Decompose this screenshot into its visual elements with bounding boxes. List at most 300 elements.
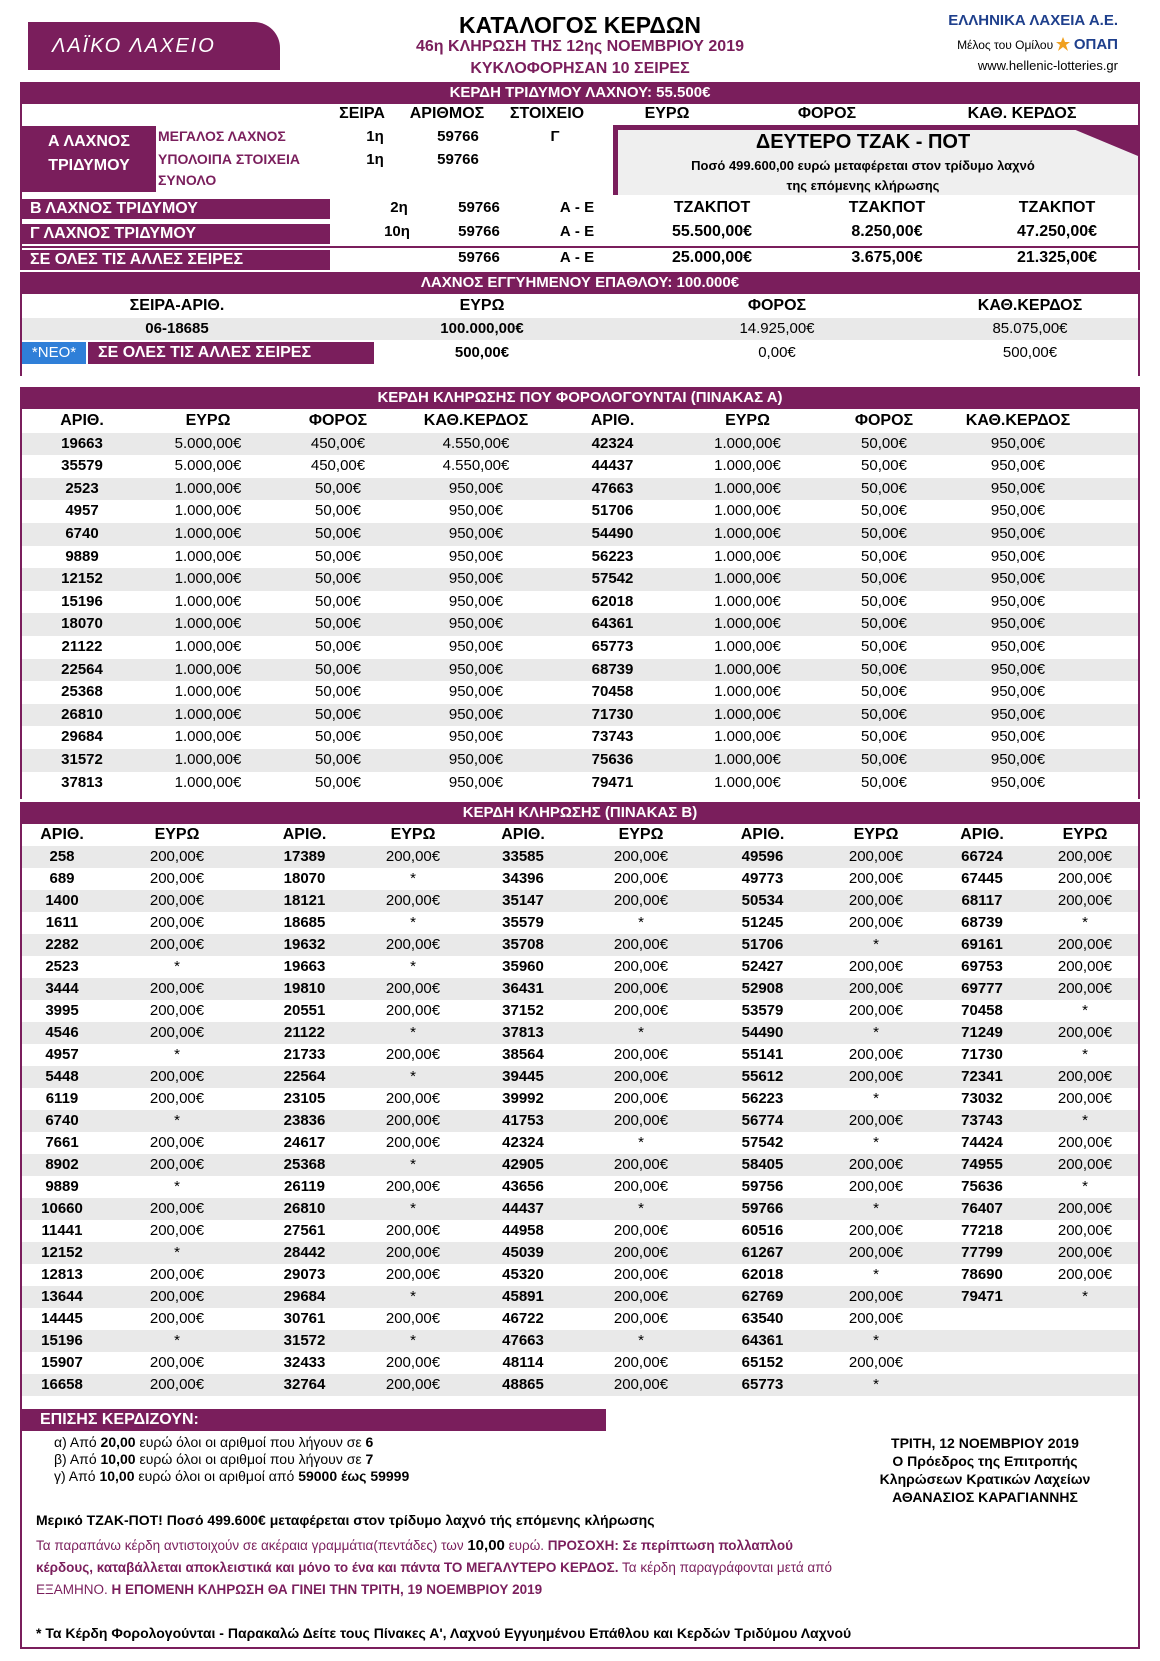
table-cell: 950,00€ [990, 434, 1046, 452]
table-cell: 42324 [591, 434, 634, 452]
table-cell: 1400 [45, 892, 79, 909]
table-cell: 200,00€ [149, 1310, 205, 1327]
row-other-series [22, 249, 1138, 271]
table-cell: 950,00€ [448, 570, 504, 588]
table-cell: 57542 [741, 1134, 784, 1151]
table-cell: 950,00€ [448, 637, 504, 655]
table-row [22, 681, 1138, 704]
sign-role2: Κληρώσεων Κρατικών Λαχείων [879, 1471, 1091, 1487]
table-row [22, 846, 1138, 868]
rules-1c: ευρώ. [504, 1538, 548, 1553]
table-cell: 200,00€ [613, 1090, 669, 1107]
table-row [22, 1044, 1138, 1066]
triple-bar: ΚΕΡΔΗ ΤΡΙΔΥΜΟΥ ΛΑΧΝΟΥ: 55.500€ [20, 82, 1140, 104]
table-b-header: ΑΡΙΘ. [282, 826, 327, 843]
table-cell: 1.000,00€ [714, 547, 781, 565]
jackpot-text-2: της επόμενης κλήρωσης [786, 178, 940, 193]
table-cell: 27561 [283, 1222, 326, 1239]
table-cell: 3444 [45, 980, 79, 997]
table-cell: 1.000,00€ [174, 479, 242, 497]
a-lot-tail [22, 186, 156, 192]
table-cell: * [174, 1332, 180, 1349]
table-cell: 50,00€ [861, 773, 907, 791]
table-cell: 950,00€ [990, 683, 1046, 701]
rules-1d: ΠΡΟΣΟΧΗ: Σε περίπτωση πολλαπλού [547, 1538, 793, 1553]
table-cell: 41753 [502, 1112, 544, 1129]
table-cell: 1.000,00€ [714, 750, 781, 768]
a-lot-line1: Α ΛΑΧΝΟΣ [48, 133, 130, 150]
table-b-bar: ΚΕΡΔΗ ΚΛΗΡΩΣΗΣ (ΠΙΝΑΚΑΣ Β) [20, 802, 1140, 824]
table-cell: 50,00€ [315, 637, 361, 655]
table-cell: 200,00€ [149, 936, 205, 953]
a1-element: Γ [550, 128, 560, 145]
table-cell: 950,00€ [448, 660, 504, 678]
table-cell: 200,00€ [385, 1266, 441, 1283]
table-cell: 22564 [61, 660, 103, 678]
table-cell: 950,00€ [448, 683, 504, 701]
table-cell: 200,00€ [1057, 1134, 1113, 1151]
also-win-list [54, 1434, 409, 1485]
table-cell: 200,00€ [1057, 958, 1113, 975]
table-b [22, 824, 1138, 1396]
table-cell: 44958 [502, 1222, 544, 1239]
hdr-tax: ΦΟΡΟΣ [797, 105, 857, 122]
table-cell: 200,00€ [848, 1354, 904, 1371]
table-cell: 200,00€ [1057, 936, 1113, 953]
table-cell: 1.000,00€ [174, 705, 242, 723]
table-row [22, 1088, 1138, 1110]
table-a-header: ΚΑΘ.ΚΕΡΔΟΣ [965, 412, 1071, 429]
g-other-euro: 500,00€ [454, 344, 510, 361]
row-other-tax: 3.675,00€ [851, 249, 923, 266]
table-b-header: ΕΥΡΩ [1062, 826, 1108, 843]
total-label: ΣΥΝΟΛΟ [158, 172, 217, 188]
rules-2b: Τα κέρδη παραγράφονται μετά από [618, 1560, 833, 1575]
table-cell: 200,00€ [1057, 1200, 1113, 1217]
table-cell: 200,00€ [848, 1178, 904, 1195]
table-cell: 50,00€ [861, 615, 907, 633]
table-cell: 33585 [502, 848, 544, 865]
table-a-bar: ΚΕΡΔΗ ΚΛΗΡΩΣΗΣ ΠΟΥ ΦΟΡΟΛΟΓΟΥΝΤΑΙ (ΠΙΝΑΚΑΣ Α) [20, 387, 1140, 409]
table-cell: 200,00€ [385, 892, 441, 909]
table-cell: 49773 [741, 870, 784, 887]
table-cell: 13644 [41, 1288, 83, 1305]
table-cell: 77799 [961, 1244, 1003, 1261]
table-cell: 78690 [961, 1266, 1003, 1283]
table-cell: 66724 [961, 848, 1003, 865]
table-cell: 1.000,00€ [174, 660, 242, 678]
table-cell: 52427 [741, 958, 784, 975]
table-cell: 200,00€ [149, 1266, 205, 1283]
table-cell: 14445 [41, 1310, 83, 1327]
table-row [22, 546, 1138, 569]
table-cell: 1.000,00€ [714, 683, 781, 701]
row-other-label: ΣΕ ΟΛΕΣ ΤΙΣ ΑΛΛΕΣ ΣΕΙΡΕΣ [22, 250, 330, 270]
table-cell: 200,00€ [613, 1266, 669, 1283]
table-cell: 18070 [283, 870, 326, 887]
sign-name: ΑΘΑΝΑΣΙΟΣ ΚΑΡΑΓΙΑΝΝΗΣ [892, 1489, 1078, 1505]
table-cell: 200,00€ [149, 1156, 205, 1173]
table-cell: 950,00€ [448, 547, 504, 565]
table-cell: 4.550,00€ [442, 457, 510, 475]
a-lot-line2: ΤΡΙΔΥΜΟΥ [48, 157, 130, 174]
table-cell: * [410, 1156, 416, 1173]
table-cell: 200,00€ [848, 1068, 904, 1085]
table-cell: 12813 [41, 1266, 83, 1283]
table-cell: 50,00€ [861, 457, 907, 475]
table-cell: 50,00€ [315, 750, 361, 768]
table-cell: 50,00€ [861, 750, 907, 768]
table-cell: 54490 [591, 524, 634, 542]
table-cell: 11441 [41, 1222, 83, 1239]
table-cell: * [174, 1178, 180, 1195]
table-row [22, 772, 1138, 795]
table-cell: 74955 [961, 1156, 1003, 1173]
also-win-item [54, 1468, 409, 1485]
table-row [22, 1066, 1138, 1088]
table-cell: 69753 [961, 958, 1003, 975]
table-row [22, 568, 1138, 591]
member-text: Μέλος του Ομίλου [957, 38, 1054, 52]
table-cell: 200,00€ [848, 980, 904, 997]
table-row [22, 1330, 1138, 1352]
a1-number: 59766 [437, 128, 479, 145]
table-cell: 44437 [502, 1200, 544, 1217]
table-row [22, 1264, 1138, 1286]
table-cell: 28442 [283, 1244, 326, 1261]
table-cell: 950,00€ [990, 728, 1046, 746]
table-cell: 200,00€ [613, 1310, 669, 1327]
table-cell: 950,00€ [448, 615, 504, 633]
g-euro: 100.000,00€ [440, 320, 524, 337]
opap-star-icon [1056, 37, 1070, 51]
table-cell: 21122 [284, 1024, 325, 1041]
table-cell: 50,00€ [315, 660, 361, 678]
table-cell: 200,00€ [848, 1112, 904, 1129]
also-end: 59000 έως 59999 [298, 1468, 410, 1484]
series-info: ΚΥΚΛΟΦΟΡΗΣΑΝ 10 ΣΕΙΡΕΣ [470, 60, 690, 77]
table-cell: 200,00€ [149, 848, 205, 865]
brand-name: ΕΛΛΗΝΙΚΑ ΛΑΧΕΙΑ Α.Ε. [948, 12, 1118, 29]
table-cell: 61267 [741, 1244, 784, 1261]
row-other-number: 59766 [458, 249, 500, 266]
rules-3b: Η ΕΠΟΜΕΝΗ ΚΛΗΡΩΣΗ ΘΑ ΓΙΝΕΙ ΤΗΝ ΤΡΙΤΗ, 19 ΝΟΕΜΒΡΙΟΥ 2019 [111, 1582, 543, 1597]
table-cell: 73743 [591, 728, 634, 746]
table-cell: 70458 [961, 1002, 1003, 1019]
g-other-net: 500,00€ [1002, 344, 1058, 361]
table-a-header: ΕΥΡΩ [185, 412, 231, 429]
a2-series: 1η [366, 151, 384, 168]
g-hdr-euro: ΕΥΡΩ [459, 297, 505, 314]
table-cell: 950,00€ [448, 750, 504, 768]
table-cell: 30761 [283, 1310, 326, 1327]
table-cell: 200,00€ [385, 1376, 441, 1393]
table-cell: * [410, 1332, 416, 1349]
table-cell: 29073 [283, 1266, 326, 1283]
table-cell: 48865 [502, 1376, 544, 1393]
table-row [22, 455, 1138, 478]
table-cell: 1.000,00€ [714, 457, 781, 475]
table-cell: 35579 [502, 914, 544, 931]
table-cell: 57542 [591, 570, 634, 588]
table-cell: 25368 [61, 683, 103, 701]
table-cell: 50,00€ [861, 637, 907, 655]
table-cell: 15196 [41, 1332, 83, 1349]
table-cell: * [638, 1332, 644, 1349]
table-cell: 200,00€ [613, 1222, 669, 1239]
table-cell: 50534 [741, 892, 784, 909]
table-cell: 200,00€ [848, 914, 904, 931]
table-cell: 21122 [61, 637, 103, 655]
table-cell [932, 1330, 1032, 1352]
table-cell: 950,00€ [990, 479, 1046, 497]
table-cell: 50,00€ [315, 615, 361, 633]
table-cell: 37813 [61, 773, 103, 791]
table-b-header-row [22, 824, 1138, 846]
table-cell: 23105 [283, 1090, 326, 1107]
also-win-item [54, 1451, 409, 1468]
table-cell: 62018 [741, 1266, 784, 1283]
table-row [22, 433, 1138, 456]
table-a-header-row [22, 410, 1138, 433]
table-cell: * [873, 936, 879, 953]
table-cell: 200,00€ [613, 892, 669, 909]
table-cell: 200,00€ [848, 892, 904, 909]
table-cell: 200,00€ [149, 1288, 205, 1305]
table-cell: 8902 [45, 1156, 79, 1173]
table-cell [1032, 1374, 1138, 1396]
table-cell: 1.000,00€ [714, 479, 781, 497]
table-cell: 39445 [502, 1068, 544, 1085]
table-cell: 32764 [283, 1376, 326, 1393]
table-row [22, 1220, 1138, 1242]
table-cell: 45891 [502, 1288, 544, 1305]
table-cell: 950,00€ [990, 637, 1046, 655]
table-cell: 200,00€ [149, 1024, 205, 1041]
table-cell [1032, 1308, 1138, 1330]
table-cell: 200,00€ [1057, 1068, 1113, 1085]
table-b-header: ΕΥΡΩ [618, 826, 664, 843]
table-cell: 38564 [502, 1046, 544, 1063]
table-cell: 56223 [591, 547, 634, 565]
table-cell: 9889 [65, 547, 99, 565]
table-cell: 12152 [61, 570, 103, 588]
table-cell: 50,00€ [315, 728, 361, 746]
row-b-tax: ΤΖΑΚΠΟΤ [848, 199, 926, 216]
table-cell: 5448 [45, 1068, 79, 1085]
table-cell: 75636 [961, 1178, 1003, 1195]
table-b-header: ΕΥΡΩ [390, 826, 436, 843]
table-cell: 71730 [591, 705, 634, 723]
table-cell: 200,00€ [613, 980, 669, 997]
table-cell: * [873, 1332, 879, 1349]
table-cell: 200,00€ [149, 1200, 205, 1217]
table-cell: 18121 [283, 892, 326, 909]
table-cell: 79471 [591, 773, 634, 791]
table-cell: 15907 [41, 1354, 83, 1371]
table-cell: 200,00€ [385, 1178, 441, 1195]
table-cell: 1.000,00€ [174, 570, 242, 588]
rules-3a: ΕΞΑΜΗΝΟ. [36, 1582, 112, 1597]
table-cell: 19663 [61, 434, 103, 452]
table-cell: 2282 [45, 936, 79, 953]
table-cell: 1.000,00€ [174, 683, 242, 701]
table-cell: * [410, 914, 416, 931]
table-cell: 58405 [741, 1156, 784, 1173]
table-cell: 2523 [45, 958, 79, 975]
table-cell: 950,00€ [448, 592, 504, 610]
table-cell: 1.000,00€ [174, 728, 242, 746]
draw-info: 46η ΚΛΗΡΩΣΗ ΤΗΣ 12ης ΝΟΕΜΒΡΙΟΥ 2019 [416, 38, 744, 55]
table-cell: 65152 [741, 1354, 784, 1371]
table-cell: 200,00€ [1057, 980, 1113, 997]
row-c-tax: 8.250,00€ [851, 223, 923, 240]
table-cell [932, 1352, 1032, 1374]
table-cell: 1.000,00€ [174, 502, 242, 520]
table-cell: 1.000,00€ [714, 570, 781, 588]
also-post: ευρώ όλοι οι αριθμοί που λήγουν σε [135, 1451, 366, 1467]
g-tax: 14.925,00€ [739, 320, 815, 337]
table-cell: 200,00€ [1057, 870, 1113, 887]
table-a-header: ΦΟΡΟΣ [854, 412, 914, 429]
table-b-header: ΑΡΙΘ. [501, 826, 545, 843]
table-cell: 74424 [961, 1134, 1003, 1151]
table-cell: 37152 [502, 1002, 544, 1019]
table-cell: 63540 [741, 1310, 784, 1327]
rules-1a: Τα παραπάνω κέρδη αντιστοιχούν σε ακέραια γραμμάτια(πεντάδες) των [36, 1538, 468, 1553]
also-amount: 10,00 [99, 1468, 135, 1484]
table-cell: 200,00€ [385, 1002, 441, 1019]
row-b-number: 59766 [458, 199, 500, 216]
g-hdr-tax: ΦΟΡΟΣ [747, 297, 807, 314]
guaranteed-headers [22, 295, 1138, 317]
table-cell: 55141 [741, 1046, 784, 1063]
table-cell: 1.000,00€ [714, 773, 781, 791]
table-cell: 450,00€ [310, 457, 366, 475]
table-row [22, 1000, 1138, 1022]
table-cell: 32433 [283, 1354, 326, 1371]
table-cell: * [638, 914, 644, 931]
row-b-series: 2η [390, 199, 408, 216]
table-cell: 950,00€ [448, 705, 504, 723]
table-cell: 9889 [45, 1178, 79, 1195]
table-cell: * [410, 1200, 416, 1217]
table-cell: 19810 [283, 980, 326, 997]
table-cell: 5.000,00€ [174, 434, 242, 452]
table-cell: 200,00€ [613, 870, 669, 887]
footer-note: * Τα Κέρδη Φορολογούνται - Παρακαλώ Δείτε τους Πίνακες Α', Λαχνού Εγγυημένου Επάθλου και Κερδών Τριδύμου Λαχνού [36, 1625, 852, 1641]
table-cell: * [174, 1244, 180, 1261]
table-cell: 1.000,00€ [174, 773, 242, 791]
guaranteed-bar: ΛΑΧΝΟΣ ΕΓΓΥΗΜΕΝΟΥ ΕΠΑΘΛΟΥ: 100.000€ [20, 272, 1140, 294]
row-other-euro: 25.000,00€ [671, 249, 753, 266]
table-row [22, 934, 1138, 956]
table-cell: 1.000,00€ [714, 660, 781, 678]
table-cell: * [174, 1112, 180, 1129]
table-cell: 200,00€ [613, 1288, 669, 1305]
page-title: ΚΑΤΑΛΟΓΟΣ ΚΕΡΔΩΝ [459, 12, 701, 38]
table-cell: 53579 [741, 1002, 784, 1019]
table-cell: 200,00€ [149, 980, 205, 997]
website[interactable]: www.hellenic-lotteries.gr [977, 58, 1118, 73]
table-cell [932, 1374, 1032, 1396]
table-cell: 18685 [283, 914, 326, 931]
table-cell: 200,00€ [848, 1288, 904, 1305]
table-cell: 950,00€ [448, 479, 504, 497]
g-net: 85.075,00€ [992, 320, 1068, 337]
table-cell: 71249 [961, 1024, 1003, 1041]
table-cell: 200,00€ [385, 1354, 441, 1371]
table-cell: 50,00€ [315, 705, 361, 723]
table-cell: 950,00€ [990, 570, 1046, 588]
table-cell: 45320 [502, 1266, 544, 1283]
table-cell: 50,00€ [861, 524, 907, 542]
table-cell: 68739 [591, 660, 634, 678]
table-cell: 200,00€ [613, 958, 669, 975]
table-cell: * [1082, 1288, 1088, 1305]
table-cell: 200,00€ [149, 870, 205, 887]
table-cell: 200,00€ [613, 1376, 669, 1393]
g-other-label: ΣΕ ΟΛΕΣ ΤΙΣ ΑΛΛΕΣ ΣΕΙΡΕΣ [88, 342, 374, 364]
table-cell: 51706 [741, 936, 784, 953]
table-b-header: ΑΡΙΘ. [40, 826, 84, 843]
table-cell: 50,00€ [861, 570, 907, 588]
table-cell: 950,00€ [990, 457, 1046, 475]
table-cell [1032, 1352, 1138, 1374]
table-cell: 200,00€ [385, 1222, 441, 1239]
table-cell: * [410, 1068, 416, 1085]
table-cell: 72341 [961, 1068, 1003, 1085]
table-cell: 4.550,00€ [442, 434, 510, 452]
table-a-header: ΕΥΡΩ [725, 412, 770, 429]
table-row [22, 500, 1138, 523]
table-cell: 26810 [283, 1200, 326, 1217]
table-cell: 76407 [961, 1200, 1003, 1217]
triple-headers [22, 103, 1138, 125]
table-row [22, 523, 1138, 546]
table-cell: 35960 [502, 958, 544, 975]
table-cell: 65773 [741, 1376, 784, 1393]
table-cell: 50,00€ [315, 479, 361, 497]
table-cell: 35708 [502, 936, 544, 953]
table-cell: 69161 [961, 936, 1003, 953]
also-pre: γ) Από [54, 1468, 100, 1484]
table-row [22, 478, 1138, 501]
table-a-header: ΑΡΙΘ. [590, 412, 635, 429]
table-cell: * [638, 1024, 644, 1041]
table-cell: 6740 [65, 524, 99, 542]
table-cell: 1.000,00€ [174, 637, 242, 655]
table-row [22, 956, 1138, 978]
table-row [22, 868, 1138, 890]
table-cell: 200,00€ [1057, 1222, 1113, 1239]
table-cell: 200,00€ [385, 1090, 441, 1107]
signature-block [840, 1434, 1130, 1506]
table-cell: 43656 [502, 1178, 544, 1195]
table-cell: 59766 [741, 1200, 784, 1217]
table-cell: 200,00€ [149, 1134, 205, 1151]
table-cell: 1.000,00€ [174, 547, 242, 565]
row-c-element: Α - Ε [559, 223, 595, 240]
table-cell: 23836 [283, 1112, 326, 1129]
table-cell: 26119 [284, 1178, 325, 1195]
table-cell: 44437 [591, 457, 634, 475]
table-cell: 50,00€ [861, 592, 907, 610]
table-cell: * [410, 1288, 416, 1305]
table-cell: 200,00€ [385, 1310, 441, 1327]
table-cell: 77218 [961, 1222, 1003, 1239]
table-cell: 200,00€ [149, 1002, 205, 1019]
